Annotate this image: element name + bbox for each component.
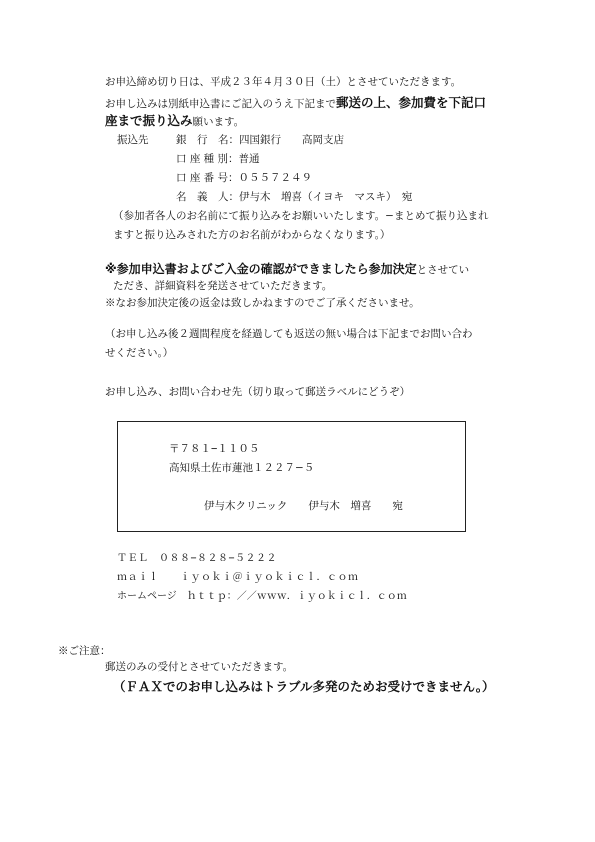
bank-note-line2: ますと振り込みされた方のお名前がわからなくなります。）: [113, 229, 391, 241]
mail-address: ｍａｉｌ ｉｙｏｋｉ＠ｉｙｏｋｉｃｌ．ｃｏｍ: [117, 572, 359, 583]
bank-row-value: 四国銀行 高岡支店: [239, 134, 344, 146]
bank-row-label: 口 座 番 号: [176, 172, 229, 184]
transfer-request: 願います。: [192, 116, 245, 128]
bank-heading: 振込先: [117, 134, 149, 146]
bank-row-label: 口 座 種 別: [176, 153, 229, 165]
reply-note-line1: （お申し込み後２週間程度を経過しても返送の無い場合は下記までお問い合わ: [105, 328, 473, 340]
application-instruction-cont: [105, 113, 244, 129]
bank-row-value: ０５５７２４９: [238, 172, 313, 184]
tel-number: ＴＥＬ ０８８−８２８−５２２２: [117, 553, 278, 564]
decision-bold: ※参加申込書およびご入金の確認ができましたら参加決定: [105, 262, 417, 276]
bank-row-value: 普通: [238, 153, 260, 165]
deadline-text: お申込締め切り日は、平成２３年４月３０日（土）とさせていただきます。: [105, 76, 462, 88]
bank-row-type: 口 座 種 別：普通: [176, 153, 260, 165]
decision-line1: [105, 262, 469, 277]
bank-row-name: 銀 行 名：四国銀行 高岡支店: [176, 134, 344, 146]
decision-line2: ただき、詳細資料を発送させていただきます。: [113, 280, 333, 292]
caution-line1: 郵送のみの受付とさせていただきます。: [105, 661, 294, 673]
contact-heading: お申し込み、お問い合わせ先（切り取って郵送ラベルにどうぞ）: [105, 386, 411, 398]
application-instruction: [105, 95, 486, 111]
transfer-bold: 座まで振り込み: [105, 113, 193, 128]
application-instruction-bold: 郵送の上、参加費を下記口: [336, 95, 487, 110]
bank-row-holder: 名 義 人：伊与木 増喜（イヨキ マスキ） 宛: [176, 191, 413, 203]
mailing-label-box: [117, 421, 466, 532]
bank-row-number: 口 座 番 号：０５５７２４９: [176, 172, 313, 184]
address: 高知県土佐市蓮池１２２７−５: [169, 462, 315, 474]
application-instruction-a: お申し込みは別紙申込書にご記入のうえ下記まで: [105, 98, 336, 110]
caution-line2: （ＦＡＸでのお申し込みはトラブル多発のためお受けできません。）: [113, 679, 495, 694]
website-url: ホームページ ｈｔｔｐ：／／ｗｗｗ．ｉｙｏｋｉｃｌ．ｃｏｍ: [117, 591, 407, 602]
reply-note-line2: せください。）: [105, 347, 174, 359]
postal-code: 〒７８１−１１０５: [169, 443, 260, 455]
recipient: 伊与木クリニック 伊与木 増喜 宛: [204, 500, 403, 512]
decision-tail: とさせてい: [416, 264, 470, 276]
refund-note: ※なお参加決定後の返金は致しかねますのでご了承くださいませ。: [105, 297, 420, 309]
bank-row-label: 名 義 人: [176, 191, 229, 203]
bank-row-label: 銀 行 名: [176, 134, 229, 146]
caution-heading: ※ご注意：: [58, 645, 111, 657]
bank-note-line1: （参加者各人のお名前にて振り込みをお願いいたします。−まとめて振り込まれ: [113, 210, 489, 222]
bank-row-value: 伊与木 増喜（イヨキ マスキ） 宛: [239, 191, 413, 203]
